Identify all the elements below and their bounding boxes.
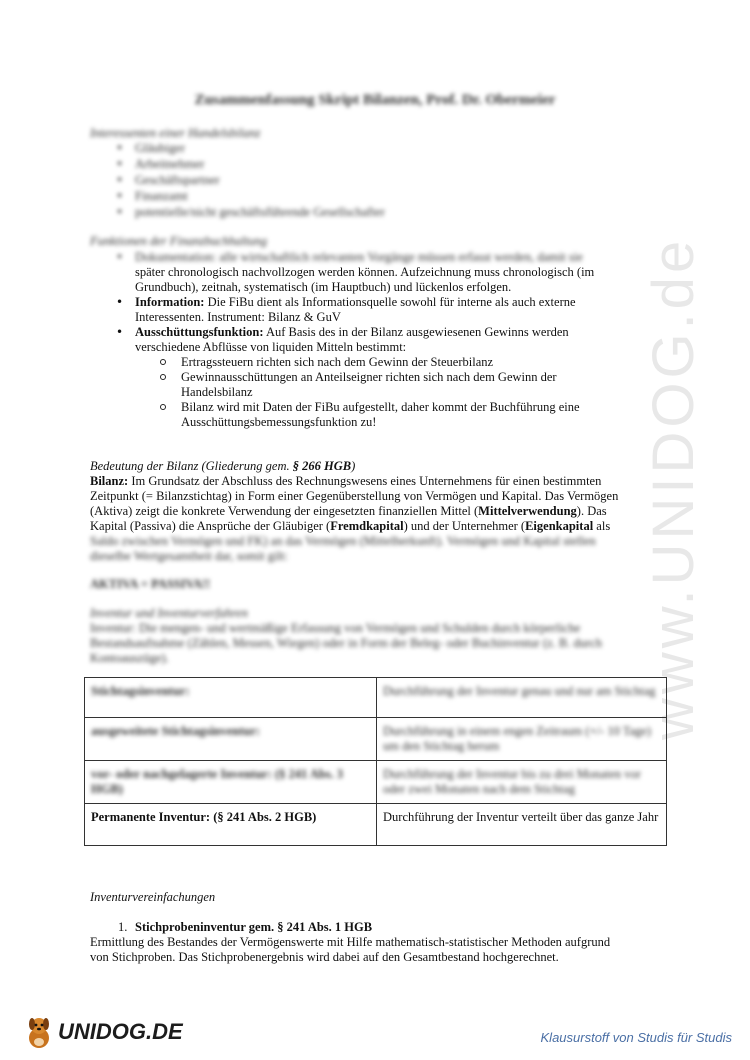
bilanz-line-6-blurred: dieselbe Wertgesamtheit dar, somit gilt: [90, 549, 288, 563]
bullet-icon: • [116, 250, 124, 264]
circle-bullet-icon [160, 359, 166, 365]
table-row [85, 678, 667, 718]
dokumentation-line-2: später chronologisch nachvollzogen werden können. Aufzeichnung muss chronologisch (im [135, 265, 595, 279]
list-item: Arbeitnehmer [135, 157, 205, 171]
page-title: Zusammenfassung Skript Bilanzen, Prof. Dr. Obermeier [194, 92, 556, 108]
table-row [85, 718, 667, 761]
table-row [85, 761, 667, 804]
table-cell-method: ausgeweitete Stichtagsinventur: [85, 718, 377, 761]
bullet-icon: • [116, 325, 124, 339]
section-heading-bilanz: Bedeutung der Bilanz (Gliederung gem. § 266 HGB) [90, 459, 356, 473]
table-cell-description: Durchführung in einem engen Zeitraum (+/- 10 Tage) um den Stichtag herum [377, 718, 667, 761]
sub-item-3-line-1: Bilanz wird mit Daten der FiBu aufgestellt, daher kommt der Buchführung eine [181, 400, 580, 414]
section-heading-interessenten: Interessenten einer Handelsbilanz [90, 126, 261, 140]
bullet-icon: • [116, 141, 124, 155]
list-number: 1. [118, 920, 128, 934]
inventur-table [84, 677, 667, 846]
table-cell-description: Durchführung der Inventur bis zu drei Monaten vor oder zwei Monaten nach dem Stichtag [377, 761, 667, 804]
dog-mascot-icon [24, 1014, 54, 1050]
table-cell-description: Durchführung der Inventur genau und nur am Stichtag [377, 678, 667, 718]
table-cell-method: Permanente Inventur: (§ 241 Abs. 2 HGB) [85, 804, 377, 846]
dokumentation-line-3: Grundbuch), zeitnah, systematisch (im Hauptbuch) und lückenlos erfolgen. [135, 280, 512, 294]
unidog-logo [24, 1014, 183, 1050]
sub-item-3-line-2: Ausschüttungsbemessungsfunktion zu! [181, 415, 377, 429]
section-heading-vereinfachungen: Inventurvereinfachungen [90, 890, 216, 904]
circle-bullet-icon [160, 404, 166, 410]
sub-item-2-line-1: Gewinnausschüttungen an Anteilseigner richten sich nach dem Gewinn der [181, 370, 557, 384]
inventur-line-3: Kontoauszüge). [90, 651, 169, 665]
list-item: Finanzamt [135, 189, 188, 203]
inventur-line-1: Inventur: Die mengen- und wertmäßige Erfassung von Vermögen und Schulden durch körperliche [90, 621, 581, 635]
bilanz-line-5-blurred: Saldo zwischen Vermögen und FK) an das Vermögen (Mittelherkunft). Vermögen und Kapital stellen [90, 534, 596, 548]
aktiva-passiva-statement: AKTIVA = PASSIVA!! [90, 577, 211, 591]
logo-text: UNIDOG.DE [58, 1019, 183, 1044]
list-item: Geschäftspartner [135, 173, 220, 187]
table-cell-description: Durchführung der Inventur verteilt über das ganze Jahr [377, 804, 667, 846]
ausschuettung-line-1: Ausschüttungsfunktion: Auf Basis des in der Bilanz ausgewiesenen Gewinns werden [135, 325, 569, 339]
list-item: potentielle/nicht geschäftsführende Gesellschafter [135, 205, 385, 219]
bilanz-line-1: Bilanz: Im Grundsatz der Abschluss des Rechnungswesens eines Unternehmens für einen bestimmten [90, 474, 602, 488]
information-line-1: Information: Die FiBu dient als Informationsquelle sowohl für interne als auch externe [135, 295, 576, 309]
dokumentation-line-blurred: Dokumentation: alle wirtschaftlich relevanten Vorgänge müssen erfasst werden, damit sie [135, 250, 583, 264]
section-heading-inventur: Inventur und Inventurverfahren [90, 606, 248, 620]
sub-item-1: Ertragssteuern richten sich nach dem Gewinn der Steuerbilanz [181, 355, 494, 369]
bullet-icon: • [116, 205, 124, 219]
sub-item-2-line-2: Handelsbilanz [181, 385, 253, 399]
table-cell-method: Stichtagsinventur: [85, 678, 377, 718]
stichprobeninventur-title: Stichprobeninventur gem. § 241 Abs. 1 HGB [135, 920, 373, 934]
list-item: Gläubiger [135, 141, 185, 155]
table-cell-method: vor- oder nachgelagerte Inventur: (§ 241 Abs. 3 HGB) [85, 761, 377, 804]
bullet-icon: • [116, 189, 124, 203]
inventur-line-2: Bestandsaufnahme (Zählen, Messen, Wiegen) oder in Form der Beleg- oder Buchinventur (z. B. durch [90, 636, 602, 650]
footer-tagline: Klausurstoff von Studis für Studis [540, 1030, 732, 1045]
bilanz-line-2: Zeitpunkt (= Bilanzstichtag) in Form einer Gegenüberstellung von Vermögen und Kapital. Das Vermögen [90, 489, 619, 503]
ausschuettung-line-2: verschiedene Abflüsse von liquiden Mitteln bestimmt: [135, 340, 407, 354]
table-row [85, 804, 667, 846]
watermark: www.UNIDOG.de [641, 236, 706, 740]
stichprobe-line-1: Ermittlung des Bestandes der Vermögenswerte mit Hilfe mathematisch-statistischer Methoden aufgrund [90, 935, 611, 949]
bilanz-line-4: Kapital (Passiva) die Ansprüche der Gläubiger (Fremdkapital) und der Unternehmer (Eigenkapital als [90, 519, 611, 533]
bilanz-line-3: (Aktiva) zeigt die konkrete Verwendung der eingesetzten finanziellen Mittel (Mittelverwendung). Das [90, 504, 607, 518]
bullet-icon: • [116, 173, 124, 187]
information-line-2: Interessenten. Instrument: Bilanz & GuV [135, 310, 341, 324]
circle-bullet-icon [160, 374, 166, 380]
bullet-icon: • [116, 157, 124, 171]
bullet-icon: • [116, 295, 124, 309]
section-heading-funktionen: Funktionen der Finanzbuchhaltung [90, 234, 268, 248]
stichprobe-line-2: von Stichproben. Das Stichprobenergebnis wird dabei auf den Gesamtbestand hochgerechnet. [90, 950, 559, 964]
